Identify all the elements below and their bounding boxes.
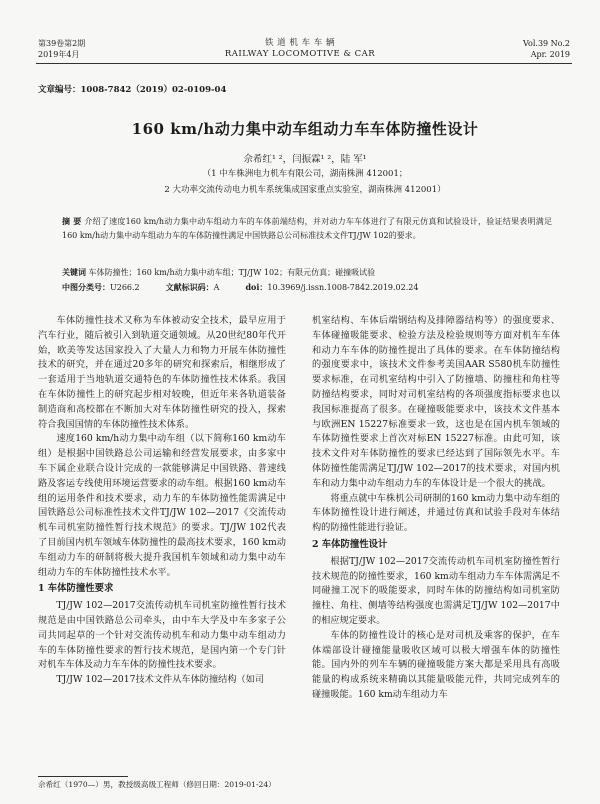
- abstract-text: 介绍了速度160 km/h动力集中动车组动力车的车体前端结构，并对动力车车体进行了有限元仿真和试验设计，验证结果表明满足160 km/h动力集中动车组动力车的车体防撞性满足中国铁路总公司标准技术文件TJ/JW 102的要求。: [62, 217, 553, 240]
- volume-issue-cn: 第39卷第2期: [38, 39, 86, 48]
- right-column-paragraph: 机室结构、车体后端钢结构及排障器结构等）的强度要求、车体碰撞吸能要求、检验方法及检验规则等方面对机车车体和动力车车体的防撞性提出了具体的要求。在车体防撞结构的强度要求中，该技术文件参考美国AAR S580机车防撞性要求标准，在司机室结构中引入了防撞墙、防撞柱和角柱等防撞结构要求，同时对司机室结构的各项强度指标要求也以我国标准提高了很多。在碰撞吸能要求中，该技术文件基本与欧洲EN 15227标准要求一致，这也是在国内机车领域的车体防撞性要求上首次对标EN 15227标准。由此可知，该技术文件对车体防撞性的要求已经达到了国际领先水平。车体防撞性能需满足TJ/JW 102—2017的技术要求，对国内机车和动力集中动车组动力车的车体设计是一个很大的挑战。: [312, 315, 560, 489]
- author-footnote: 佘希红（1970—）男，教授级高级工程师（修回日期：2019-01-24）: [38, 780, 276, 789]
- running-header-left: [38, 38, 85, 60]
- left-column-paragraph: 车体防撞性技术又称为车体被动安全技术，最早应用于汽车行业，随后被引入到轨道交通领域。从20世纪80年代开始，欧美等发达国家投入了大量人力和物力开展车体防撞性技术的研究，并在通过20多年的研究和探索后，相继形成了一套适用于当地轨道交通特色的车体防撞性技术体系。我国在车体防撞性上的研究起步相对较晚，但近年来各轨道装备制造商和高校都在不断加大对车体防撞性研究的投入，探索符合我国国情的车体防撞性技术体系。: [38, 315, 286, 430]
- right-column-section-heading: 2 车体防撞性设计: [312, 538, 388, 550]
- abstract: [62, 214, 552, 243]
- left-column-paragraph: TJ/JW 102—2017技术文件从车体防撞结构（如司: [56, 674, 265, 686]
- author-list: 佘希红¹ ²，闫振霖¹ ²，陆 军¹: [243, 154, 367, 165]
- left-column-paragraph: TJ/JW 102—2017交流传动机车司机室防撞性暂行技术规范是由中国铁路总公司牵头，由中车大学及中车多家子公司共同起草的一个针对交流传动机车和动力集中动车组动力车的车体防撞性要求的暂行技术规范，是国内第一个专门针对机车车体及动力车车体的防撞性技术要求。: [38, 600, 286, 671]
- keywords-label: 关键词: [62, 267, 86, 277]
- classification-line: [62, 282, 552, 293]
- clc-number: 中图分类号：U266.2: [62, 282, 140, 292]
- date-cn: 2019年4月: [38, 50, 80, 59]
- document-code: 文献标识码：A: [165, 282, 220, 292]
- running-header-right: [523, 38, 570, 60]
- article-number: 文章编号：1008-7842（2019）02-0109-04: [38, 85, 227, 95]
- journal-name-cn: 铁 道 机 车 车 辆: [264, 38, 335, 48]
- keywords-text: 车体防撞性；160 km/h动力集中动车组；TJ/JW 102；有限元仿真；碰撞吸试验: [88, 268, 376, 277]
- header-divider: [36, 63, 572, 64]
- volume-issue-en: Vol.39 No.2: [523, 39, 570, 48]
- right-column-paragraph: 根据TJ/JW 102—2017交流传动机车司机室防撞性暂行技术规范的防撞性要求，160 km动车组动力车车体需满足不同碰撞工况下的吸能要求，同时车体的防撞结构如司机室防撞柱、角柱、侧墙等结构强度也需满足TJ/JW 102—2017中的相应规定要求。: [312, 555, 560, 626]
- footnote-divider: [38, 776, 128, 777]
- affiliation-1: （1 中车株洲电力机车有限公司，湖南株洲 412001；: [202, 169, 408, 179]
- body-column-right: [312, 314, 560, 703]
- affiliation-2: 2 大功率交流传动电力机车系统集成国家重点实验室，湖南株洲 412001）: [164, 185, 446, 195]
- right-column-paragraph: 车体的防撞性设计的核心是对司机及乘客的保护，在车体端部设计碰撞能量吸收区域可以极大增强车体的防撞性能。国内外的列车车辆的碰撞吸能方案大都是采用具有高吸能量的构成系统来精确以其能量吸能元件，共同完成列车的碰撞吸能。160 km动车组动力车: [312, 629, 560, 700]
- date-en: Apr. 2019: [530, 50, 570, 59]
- abstract-label: 摘 要: [62, 216, 82, 226]
- keywords: [62, 266, 552, 279]
- doi: doi：10.3969/j.issn.1008-7842.2019.02.24: [245, 282, 419, 292]
- journal-name-en: RAILWAY LOCOMOTIVE & CAR: [224, 49, 376, 59]
- paper-title: 160 km/h动力集中动车组动力车车体防撞性设计: [131, 120, 479, 138]
- body-column-left: [38, 314, 286, 688]
- right-column-paragraph: 将重点就中车株机公司研制的160 km动力集中动车组的车体防撞性设计进行阐述，并通过仿真和试验手段对车体结构的防撞性能进行验证。: [312, 492, 560, 534]
- left-column-section-heading: 1 车体防撞性要求: [38, 583, 114, 595]
- running-header-center: [190, 38, 410, 60]
- left-column-paragraph: 速度160 km/h动力集中动车组（以下简称160 km动车组）是根据中国铁路总公司运输和经营发展要求，由多家中车下属企业联合设计完成的一款能够满足中国铁路、普速线路及客运专线使用环境运营要求的动车组。根据160 km动车组的运用条件和技术要求，动力车的车体防撞性能需满足中国铁路总公司标准性技术文件TJ/JW 102—2017《交流传动机车司机室防撞性暂行技术规范》的要求。TJ/JW 102代表了目前国内机车领域车体防撞性的最高技术要求，160 km动车组动力车的研制将极大提升我国机车领域和动力集中动车组动力车的车体防撞性技术水平。: [38, 433, 286, 578]
